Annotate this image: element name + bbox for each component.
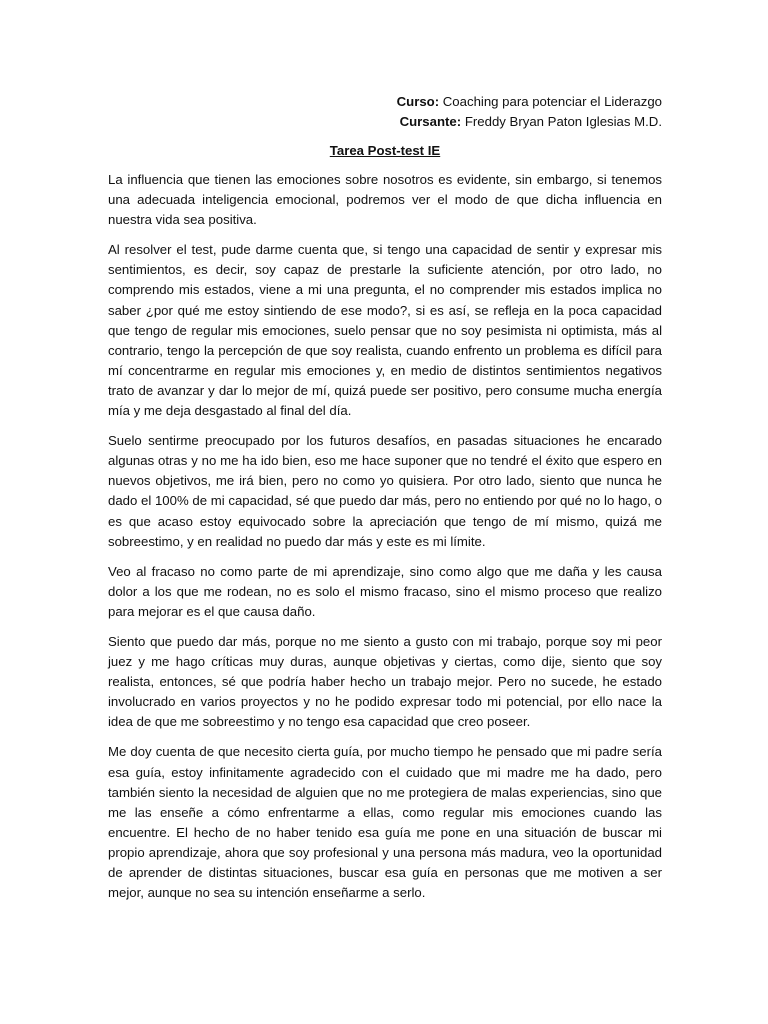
paragraph-1: La influencia que tienen las emociones sobre nosotros es evidente, sin embargo, si tenemos una adecuada inteligencia emocional, podremos ver el modo de que dicha influencia en nuestra vida sea positiva. bbox=[108, 172, 662, 228]
paragraph-3: Suelo sentirme preocupado por los futuros desafíos, en pasadas situaciones he encarado algunas otras y no me ha ido bien, eso me hace suponer que no tendré el éxito que espero en nuevos objetivos, me irá bien, pero no como yo quisiera. Por otro lado, siento que nunca he dado el 100% de mi capacidad, sé que puedo dar más, pero no entiendo por qué no lo hago, o es que acaso estoy equivocado sobre la apreciación que tengo de mí mismo, quizá me sobreestimo, y en realidad no puedo dar más y este es mi límite. bbox=[108, 433, 662, 549]
document-header bbox=[108, 92, 662, 132]
course-value: Coaching para potenciar el Liderazgo bbox=[442, 94, 662, 109]
paragraph-4: Veo al fracaso no como parte de mi aprendizaje, sino como algo que me daña y les causa dolor a los que me rodean, no es solo el mismo fracaso, sino el mismo proceso que realizo para mejorar es el que causa daño. bbox=[108, 563, 662, 619]
student-label: Cursante: bbox=[399, 114, 462, 129]
paragraph-5: Siento que puedo dar más, porque no me siento a gusto con mi trabajo, porque soy mi peor juez y me hago críticas muy duras, aunque objetivas y ciertas, como dije, siento que soy realista, entonces, sé que podría haber hecho un trabajo mejor. Pero no sucede, he estado involucrado en varios proyectos y no he podido expresar todo mi potencial, por ello nace la idea de que me sobreestimo y no tengo esa capacidad que creo poseer. bbox=[108, 633, 662, 730]
paragraph-2: Al resolver el test, pude darme cuenta que, si tengo una capacidad de sentir y expresar mis sentimientos, es decir, soy capaz de prestarle la suficiente atención, por otro lado, no comprendo mis estados, viene a mi una pregunta, el no comprender mis estados implica no saber ¿por qué me estoy sintiendo de ese modo?, si es así, se refleja en la poca capacidad que tengo de regular mis emociones, suelo pensar que no soy pesimista ni optimista, más al contrario, tengo la percepción de que soy realista, cuando enfrento un problema es difícil para mí concentrarme en regular mis emociones y, en medio de distintos sentimientos negativos trato de avanzar y dar lo mejor de mí, quizá puede ser positivo, pero consume mucha energía mía y me deja desgastado al final del día. bbox=[108, 242, 662, 419]
student-line bbox=[108, 112, 662, 132]
paragraph-6: Me doy cuenta de que necesito cierta guía, por mucho tiempo he pensado que mi padre sería esa guía, estoy infinitamente agradecido con el cuidado que mi madre me ha dado, pero también siento la necesidad de alguien que no me protegiera de malas experiencias, sino que me las enseñe a cómo enfrentarme a ellas, como regular mis emociones cuando las encuentre. El hecho de no haber tenido esa guía me pone en una situación de buscar mi propio aprendizaje, ahora que soy profesional y una persona más madura, veo la oportunidad de aprender de distintas situaciones, buscar esa guía en personas que me motiven a ser mejor, aunque no sea su intención enseñarme a serlo. bbox=[108, 744, 662, 901]
student-value: Freddy Bryan Paton Iglesias M.D. bbox=[464, 114, 662, 129]
course-line bbox=[108, 92, 662, 112]
document-title: Tarea Post-test IE bbox=[329, 143, 441, 158]
document-body bbox=[108, 170, 662, 913]
course-label: Curso: bbox=[396, 94, 440, 109]
